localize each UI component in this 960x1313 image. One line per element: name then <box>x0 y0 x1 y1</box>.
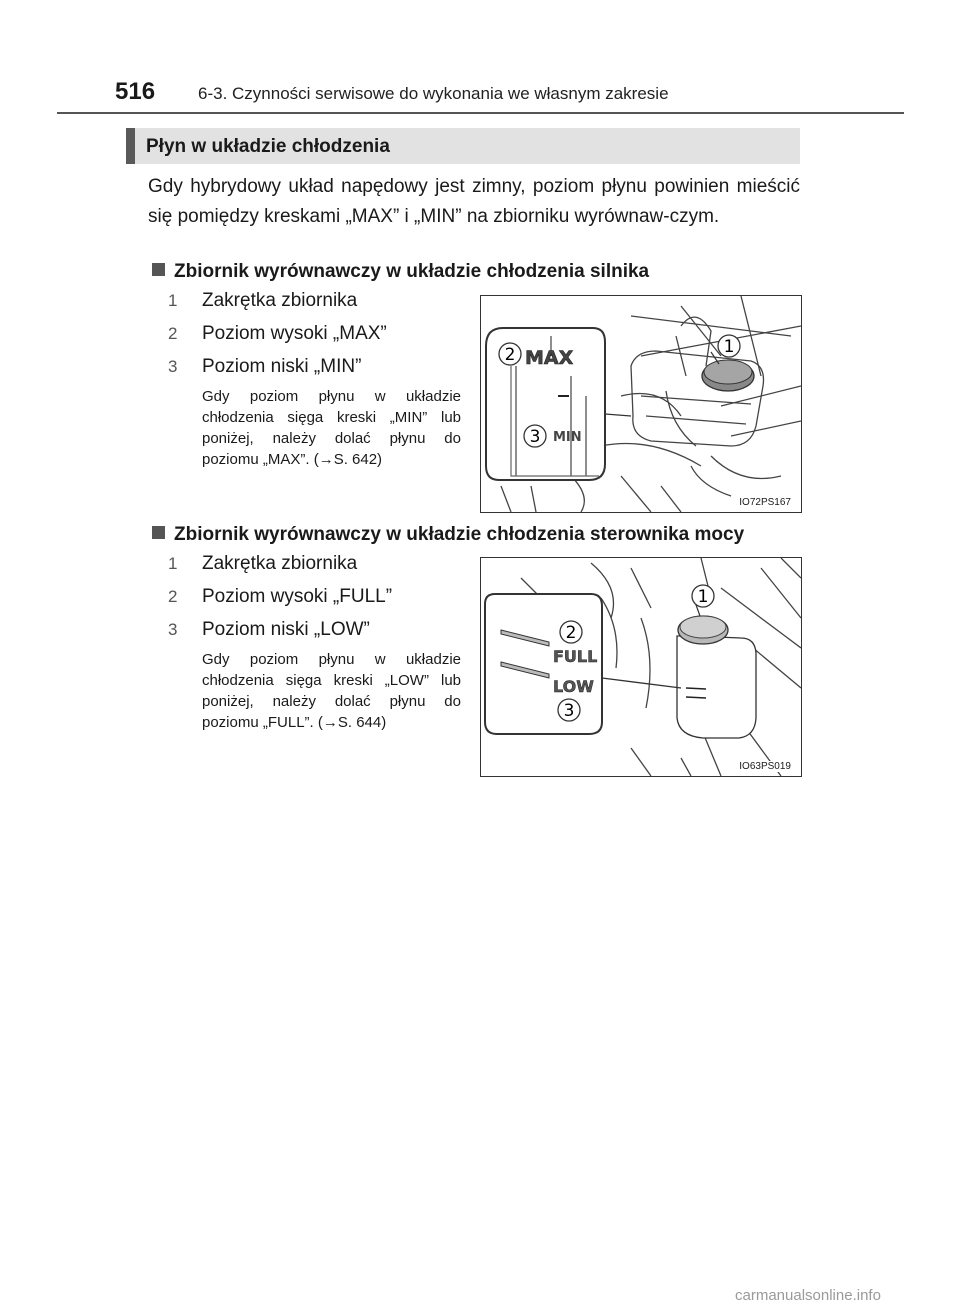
engine-tank-heading <box>152 261 649 283</box>
item-label: Poziom wysoki „MAX” <box>202 323 387 344</box>
svg-text:1: 1 <box>697 587 709 607</box>
page-number: 516 <box>115 78 156 105</box>
pcu-item-full <box>168 586 393 612</box>
engine-tank-illustration <box>480 295 802 513</box>
item-number: 1 <box>168 291 178 310</box>
section-title: Płyn w układzie chłodzenia <box>146 136 390 157</box>
chapter-title: 6-3. Czynności serwisowe do wykonania we własnym zakresie <box>198 84 669 103</box>
bullet-square-icon <box>152 526 165 539</box>
engine-tank-note: Gdy poziom płynu w układzie chłodzenia sięga kreski „MIN” lub poniżej, należy dolać płynu do poziomu „MAX”. (→S. 642) <box>202 388 461 468</box>
section-accent <box>126 128 135 164</box>
pcu-tank-illustration <box>480 557 802 777</box>
bullet-square-icon <box>152 263 165 276</box>
callout-1 <box>692 585 714 607</box>
pcu-tank-note: Gdy poziom płynu w układzie chłodzenia sięga kreski „LOW” lub poniżej, należy dolać płynu do poziomu „FULL”. (→S. 644) <box>202 651 461 731</box>
pcu-tank-heading <box>152 524 744 546</box>
item-label: Zakrętka zbiornika <box>202 290 358 311</box>
svg-text:3: 3 <box>529 427 541 447</box>
intro-paragraph: Gdy hybrydowy układ napędowy jest zimny, poziom płynu powinien mieścić się pomiędzy kreskami „MAX” i „MIN” na zbiorniku wyrównaw-czym. <box>148 176 800 227</box>
callout-2 <box>560 621 582 643</box>
mark-full-label: FULL <box>553 647 598 666</box>
item-number: 3 <box>168 620 178 639</box>
item-label: Poziom wysoki „FULL” <box>202 586 393 607</box>
mark-low-label: LOW <box>553 677 594 696</box>
engine-item-min <box>168 356 362 382</box>
engine-item-max <box>168 323 387 349</box>
item-label: Zakrętka zbiornika <box>202 553 358 574</box>
callout-3 <box>558 699 580 721</box>
item-number: 1 <box>168 554 178 573</box>
pcu-item-low <box>168 619 370 645</box>
engine-item-cap <box>168 290 358 316</box>
watermark: carmanualsonline.info <box>735 1287 881 1304</box>
pcu-tank-drawing <box>481 558 801 776</box>
item-label: Poziom niski „MIN” <box>202 356 362 377</box>
figure-code: IO72PS167 <box>739 497 791 508</box>
item-number: 2 <box>168 324 178 343</box>
pcu-tank-heading-text: Zbiornik wyrównawczy w układzie chłodzenia sterownika mocy <box>174 524 745 545</box>
item-number: 3 <box>168 357 178 376</box>
callout-1 <box>718 335 740 357</box>
section-heading-bar <box>126 128 800 164</box>
figure-code: IO63PS019 <box>739 761 791 772</box>
callout-3 <box>524 425 546 447</box>
engine-tank-drawing <box>481 296 801 512</box>
mark-max-label: MAX <box>525 347 574 369</box>
svg-text:2: 2 <box>504 345 516 365</box>
svg-text:3: 3 <box>563 701 575 721</box>
engine-tank-heading-text: Zbiornik wyrównawczy w układzie chłodzenia silnika <box>174 261 650 282</box>
callout-2 <box>499 343 521 365</box>
header-divider <box>57 112 904 114</box>
svg-text:2: 2 <box>565 623 577 643</box>
item-number: 2 <box>168 587 178 606</box>
item-label: Poziom niski „LOW” <box>202 619 370 640</box>
svg-text:1: 1 <box>723 337 735 357</box>
pcu-item-cap <box>168 553 358 579</box>
mark-min-label: MIN <box>553 430 582 445</box>
